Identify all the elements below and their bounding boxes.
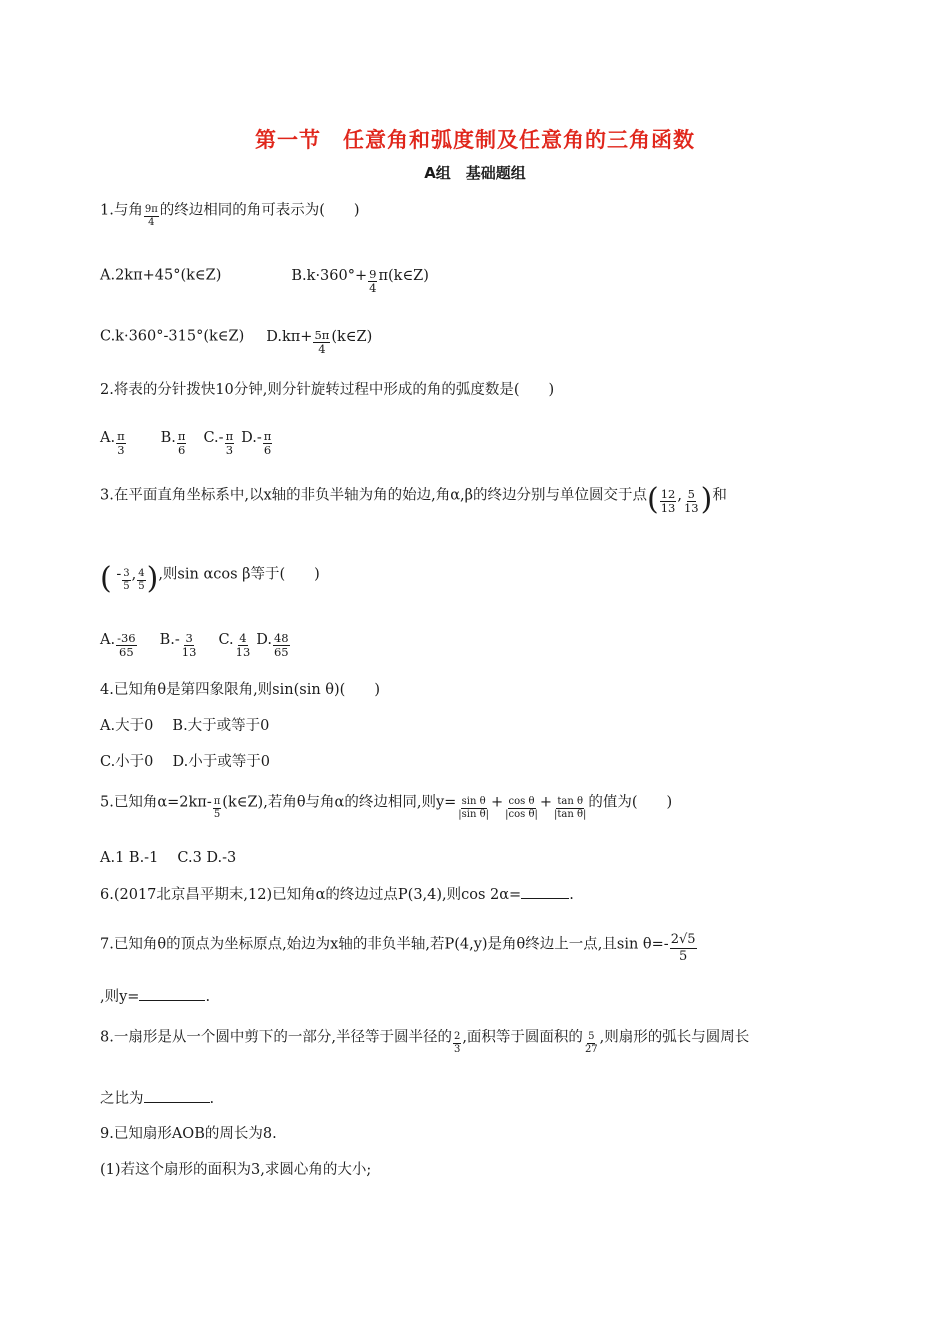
option-c: C.- $\frac{\pi}{3}$ (203, 429, 234, 457)
option-d: D. $\frac{48}{65}$ (256, 631, 289, 659)
question-7-stem: 7.已知角θ的顶点为坐标原点,始边为x轴的非负半轴,若P(4,y)是角θ终边上一点,且sin θ=- $\frac{2√5}{5}$ (100, 932, 696, 964)
option-a: A. $\frac{\pi}{3}$ (100, 429, 125, 457)
fraction: $\frac{3}{5}$ (123, 568, 130, 592)
fraction: $\frac{9}{4}$ (369, 267, 377, 295)
fraction: $\frac{\pi}{6}$ (177, 429, 186, 457)
fraction: $\frac{4}{13}$ (235, 631, 251, 659)
question-3-stem-2: ( - $\frac{3}{5}$ , $\frac{4}{5}$ ),则sin αcos β等于( ) (100, 560, 320, 596)
fraction: $\frac{-36}{65}$ (117, 631, 136, 659)
question-7-line-2: ,则y= . (100, 986, 210, 1007)
answer-blank (144, 1088, 210, 1103)
fraction: $\frac{4}{5}$ (138, 568, 145, 592)
question-9-part-1: (1)若这个扇形的面积为3,求圆心角的大小; (100, 1162, 372, 1178)
question-1-stem: 1.与角 $\frac{9\pi}{4}$ 的终边相同的角可表示为( ) (100, 202, 360, 228)
question-1-options-ab (100, 262, 429, 295)
question-3-options (100, 626, 291, 659)
fraction: $\frac{\text{cos θ}}{\text{|cos θ|}}$ (505, 796, 538, 820)
option-b: B.k·360°+ $\frac{9}{4}$ π(k∈Z) (291, 267, 429, 295)
question-4-stem: 4.已知角θ是第四象限角,则sin(sin θ)( ) (100, 682, 380, 698)
fraction: $\frac{9\pi}{4}$ (144, 204, 158, 228)
fraction: $\frac{12}{13}$ (660, 487, 676, 515)
option-c: C. $\frac{4}{13}$ (218, 631, 251, 659)
fraction: $\frac{3}{13}$ (181, 631, 197, 659)
fraction: $\frac{\pi}{3}$ (117, 429, 125, 457)
question-2-stem: 2.将表的分针拨快10分钟,则分针旋转过程中形成的角的弧度数是( ) (100, 382, 555, 398)
fraction: $\frac{\text{sin θ}}{\text{|sin θ|}}$ (458, 796, 490, 820)
question-4-options-cd: C.小于0 D.小于或等于0 (100, 754, 270, 770)
fraction: $\frac{\text{tan θ}}{\text{|tan θ|}}$ (554, 796, 587, 820)
question-1-options-cd (100, 323, 373, 356)
option-b: B. $\frac{\pi}{6}$ (160, 429, 186, 457)
fraction: $\frac{5}{13}$ (683, 487, 699, 515)
fraction: $\frac{2}{3}$ (453, 1031, 461, 1055)
question-3-stem: 3.在平面直角坐标系中,以x轴的非负半轴为角的始边,角α,β的终边分别与单位圆交于点( $\frac{12}{13}$ , $\frac{5}{13}$ )和 (100, 481, 727, 517)
question-6: 6.(2017北京昌平期末,12)已知角α的终边过点P(3,4),则cos 2α= . (100, 884, 574, 905)
section-subtitle: A组 基础题组 (424, 164, 526, 182)
question-5-options: A.1 B.-1 C.3 D.-3 (100, 850, 237, 866)
question-4-options-ab: A.大于0 B.大于或等于0 (100, 718, 270, 734)
question-2-options (100, 424, 273, 457)
fraction: $\frac{\pi}{3}$ (225, 429, 234, 457)
question-9-stem: 9.已知扇形AOB的周长为8. (100, 1126, 277, 1142)
fraction: $\frac{\pi}{5}$ (213, 796, 221, 820)
question-5-stem: 5.已知角α=2kπ- $\frac{\pi}{5}$ (k∈Z),若角θ与角α的终边相同,则y= $\frac{\text{sin θ}}{\text{|sin θ|}}$ + $\frac{\text{cos θ}}{\text{|cos θ|}}$ + $\frac{\text{tan θ}}{\text{|tan θ|}}$ 的值为( ) (100, 794, 673, 820)
answer-blank (521, 884, 569, 899)
option-a: A.2kπ+45°(k∈Z) (100, 267, 222, 284)
fraction: $\frac{2√5}{5}$ (670, 932, 696, 964)
option-c: C.k·360°-315°(k∈Z) (100, 328, 245, 345)
option-d: D.kπ+ $\frac{5\pi}{4}$ (k∈Z) (266, 328, 373, 356)
fraction: $\frac{5\pi}{4}$ (314, 328, 330, 356)
page-title: 第一节 任意角和弧度制及任意角的三角函数 (255, 128, 695, 152)
fraction: $\frac{48}{65}$ (273, 631, 289, 659)
question-8-line-2: 之比为 . (100, 1088, 214, 1109)
answer-blank (139, 986, 205, 1001)
fraction: $\frac{\pi}{6}$ (263, 429, 272, 457)
option-a: A. $\frac{-36}{65}$ (100, 631, 136, 659)
option-b: B.- $\frac{3}{13}$ (159, 631, 197, 659)
question-8-stem: 8.一扇形是从一个圆中剪下的一部分,半径等于圆半径的 $\frac{2}{3}$ ,面积等于圆面积的 $\frac{5}{27}$ ,则扇形的弧长与圆周长 (100, 1029, 750, 1055)
fraction: $\frac{5}{27}$ (584, 1031, 598, 1055)
option-d: D.- $\frac{\pi}{6}$ (241, 429, 272, 457)
